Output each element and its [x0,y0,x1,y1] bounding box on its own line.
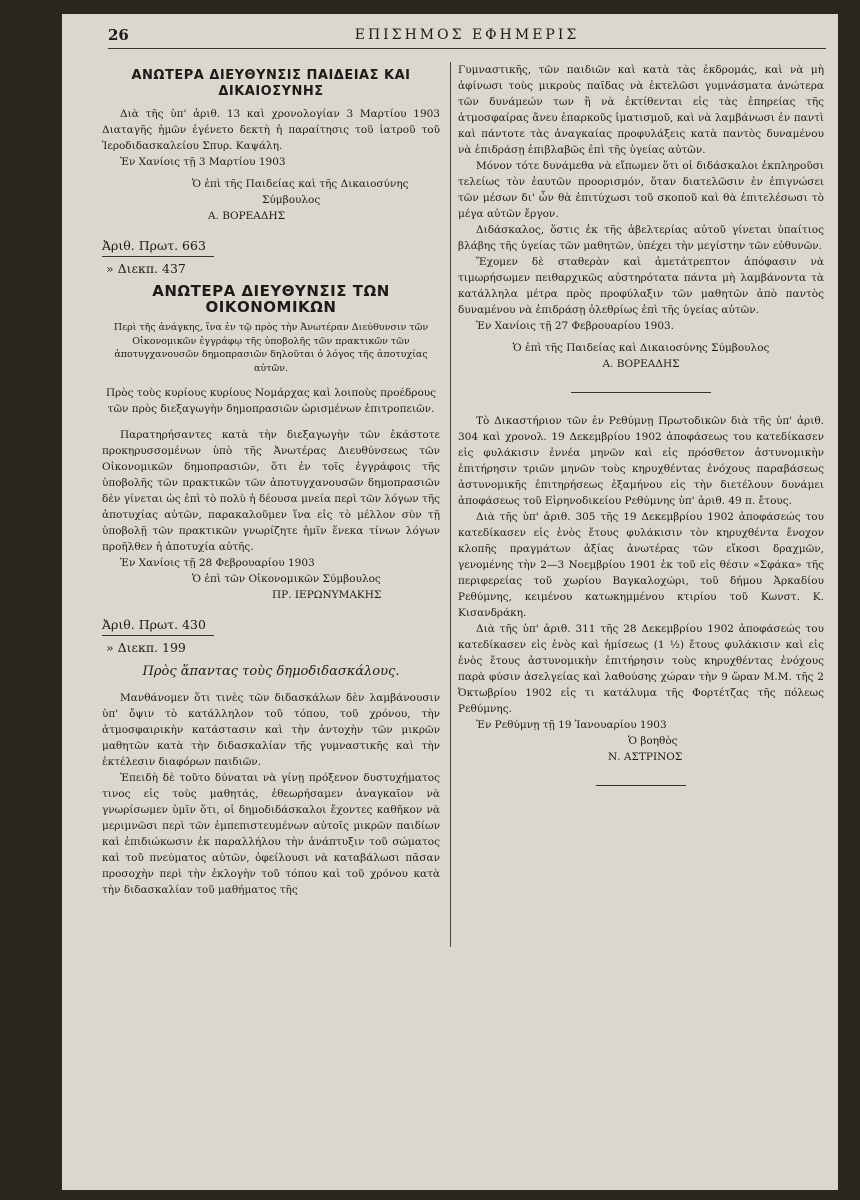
section-divider [571,392,711,393]
right-column [458,62,824,806]
teachers-paragraph-5: Διδάσκαλος, ὅστις ἐκ τῆς ἀβελτερίας αὐτοῦ γίνεται ὑπαίτιος βλάβης τῆς ὑγείας τῶν μαθητῶν, ὑπέχει τὴν μεγίστην τῶν εὐθυνῶν. [458,224,824,252]
signatory-office: Ὁ ἐπὶ τῆς Παιδείας καὶ τῆς Δικαιοσύνης [192,178,409,190]
signatory-name: Α. ΒΟΡΕΑΔΗΣ [208,210,286,222]
court-decision-305: Διὰ τῆς ὑπ' ἀριθ. 305 τῆς 19 Δεκεμβρίου 1902 ἀποφάσεώς του κατεδίκασεν εἰς ἑνὸς ἔτους φυλάκισιν τὸν κηρυχθέντα ἔνοχον κλοπῆς πραγμάτων ἀξίας ἀνωτέρας τῶν εἴκοσι δραχμῶν, γενομένης τὴν 2—3 Νοεμβρίου 1901 ἐκ τοῦ εἰς θέσιν «Σφάκα» τῆς περιφερείας τοῦ χωρίου Βαγκαλοχώρι, τοῦ δήμου Ἀρκαδίου Ρεθύμνης, κειμένου κατωκημμένου κτιρίου τοῦ Κωνστ. Κ. Κισανδράκη. [458,511,824,619]
teachers-paragraph-3: Γυμναστικῆς, τῶν παιδιῶν καὶ κατὰ τὰς ἐκδρομάς, καὶ νὰ μὴ ἀφίνωσι τοὺς μικροὺς παῖδας νὰ ἐκτελῶσι γυμνάσματα ἀνώτερα τῶν δυνάμεών των ἢ νὰ ἐκτίθενται εἰς τὰς ἐπηρείας τῆς ἀτμοσφαίρας ἄνευ ἐπαρκοῦς ἱματισμοῦ, καὶ νὰ λαμβάνωσι ἐν παντὶ καὶ πάντοτε τὰς ἀναγκαίας προφυλάξεις κατὰ παντὸς δυναμένου νὰ ἐπιδράσῃ ἐπιβλαβῶς ἐπὶ τῆς ὑγείας αὐτῶν. [458,64,824,156]
reference-protocol: Ἀριθ. Πρωτ. 663 [102,238,206,253]
page-number: 26 [108,26,129,44]
teachers-paragraph-4: Μόνον τότε δυνάμεθα νὰ εἴπωμεν ὅτι οἱ διδάσκαλοι ἐκπληροῦσι τελείως τὸν ἑαυτῶν προορισμόν, ὅταν διατελῶσιν ἐν ἐπιγνώσει τῶν μέσων δι' ὧν θὰ ἐπιτύχωσι τοῦ σκοποῦ καὶ θὰ ἐπιτελέσωσι τὸ μέγα αὐτῶν ἔργον. [458,160,824,220]
gazette-page [62,14,838,1190]
reference-dispatch-2: » Διεκπ. 199 [106,640,186,655]
gazette-title: ΕΠΙΣΗΜΟΣ ΕΦΗΜΕΡΙΣ [354,27,580,43]
teachers-circular-date: Ἐν Χανίοις τῇ 27 Φεβρουαρίου 1903. [476,320,675,332]
circular-body: Παρατηρήσαντες κατὰ τὴν διεξαγωγὴν τῶν ἑκάστοτε προκηρυσσομένων ὑπὸ τῆς Ἀνωτέρας Διευθύνσεως τῶν Οἰκονομικῶν δημοπρασιῶν, ὅτι ἐν τοῖς ἐγγράφοις τῆς ὑποβολῆς τῶν πρακτικῶν τῶν ἀποτυγχανουσῶν δημοπρασιῶν δὲν γίνεται ὡς ἐπὶ τὸ πολὺ ἡ δέουσα μνεία περὶ τῶν λόγων τῆς ἀποτυχίας αὐτῶν, παρακαλοῦμεν ἵνα εἰς τὸ μέλλον σὺν τῇ ὑποβολῇ τῶν πρακτικῶν γνωρίζητε ἡμῖν ἕνεκα τίνων λόγων προῆλθεν ἡ ἀποτυχία αὐτῆς. [102,429,440,553]
court-date: Ἐν Ρεθύμνῃ τῇ 19 Ἰανουαρίου 1903 [476,719,667,731]
reference-dispatch: » Διεκπ. 437 [106,261,186,276]
court-decision-304: Τὸ Δικαστήριον τῶν ἐν Ρεθύμνῃ Πρωτοδικῶν διὰ τῆς ὑπ' ἀριθ. 304 καὶ χρονολ. 19 Δεκεμβρίου 1902 ἀποφάσεως του κατεδίκασεν εἰς φυλάκισιν ἐννέα μηνῶν καὶ εἰς πρόσθετον ἀστυνομικὴν ἐπιτήρησιν τριῶν μηνῶν τοὺς κηρυχθέντας ἐνόχους παραβάσεως ἀστυνομικῆς ἐπιτηρήσεως ἐξαμήνου εἰς τὴν διετέλουν δυνάμει ἀποφάσεως τοῦ Εἰρηνοδικείου Ρεθύμνης ὑπ' ἀριθ. 49 π. ἔτους. [458,415,824,507]
circular-address: Πρὸς τοὺς κυρίους κυρίους Νομάρχας καὶ λοιποὺς προέδρους τῶν πρὸς διεξαγωγὴν δημοπρασιῶν ὡρισμένων ἐπιτροπειῶν. [105,387,437,415]
court-decision-311: Διὰ τῆς ὑπ' ἀριθ. 311 τῆς 28 Δεκεμβρίου 1902 ἀποφάσεώς του κατεδίκασεν εἰς ἑνὸς καὶ ἡμίσεως (1 ½) ἔτους φυλάκισιν καὶ εἰς ἑνὸς ἔτους ἀστυνομικὴν ἐπιτήρησιν τοὺς κηρυχθέντας ἐνόχους παρὰ φύσιν ἀσελγείας καὶ λαθούσης χώραν τὴν 9 ὥραν Μ.Μ. τῆς 2 Ὀκτωβρίου 1902 εἰς τι κατάλυμα τῆς Φορτέτζας τῆς πόλεως Ρεθύμνης. [458,623,824,715]
signatory-role: Σύμβουλος [262,194,321,206]
teachers-paragraph-2: Ἐπειδὴ δὲ τοῦτο δύναται νὰ γίνῃ πρόξενον δυστυχήματος τινος εἰς τοὺς μαθητάς, ἐθεωρήσαμεν ἀναγκαῖον νὰ γνωρίσωμεν ὑμῖν ὅτι, οἱ δημοδιδάσκαλοι ἔχοντες καθῆκον νὰ μεριμνῶσι περὶ τῶν ἐμπεπιστευμένων αὐτοῖς μικρῶν παιδίων καὶ ἐπιδιώκωσιν ἐκ παραλλήλου τὴν ἀνάπτυξιν τοῦ σώματος καὶ τοῦ πνεύματος αὐτῶν, ὀφείλουσι νὰ καταβάλωσι πᾶσαν προσοχὴν περὶ τὴν ἐκλογὴν τοῦ τόπου καὶ τοῦ χρόνου κατὰ τὴν διδασκαλίαν τοῦ μαθήματος τῆς [102,772,440,896]
end-divider [596,785,686,786]
circular-date: Ἐν Χανίοις τῇ 28 Φεβρουαρίου 1903 [120,557,315,569]
finance-signatory-name: ΠΡ. ΙΕΡΩΝΥΜΑΚΗΣ [272,589,382,601]
page-header [108,26,826,49]
left-column [102,62,440,898]
court-signatory-name: Ν. ΑΣΤΡΙΝΟΣ [608,751,683,763]
notice-date: Ἐν Χανίοις τῇ 3 Μαρτίου 1903 [120,156,286,168]
reference-protocol-2: Ἀριθ. Πρωτ. 430 [102,617,206,632]
section-heading-education: ΑΝΩΤΕΡΑ ΔΙΕΥΘΥΝΣΙΣ ΠΑΙΔΕΙΑΣ ΚΑΙ ΔΙΚΑΙΟΣΥΝΗΣ [131,68,411,99]
resignation-notice: Διὰ τῆς ὑπ' ἀριθ. 13 καὶ χρονολογίαν 3 Μαρτίου 1903 Διαταγῆς ἡμῶν ἐγένετο δεκτὴ ἡ παραίτησις τοῦ ἰατροῦ τοῦ Ἱεροδιδασκαλείου Σπυρ. Καψάλη. [102,108,440,152]
finance-signatory-office: Ὁ ἐπὶ τῶν Οἰκονομικῶν Σύμβουλος [192,573,381,585]
teachers-signatory-office: Ὁ ἐπὶ τῆς Παιδείας καὶ Δικαιοσύνης Σύμβουλος [512,342,770,354]
court-signatory-role: Ὁ βοηθὸς [628,735,678,747]
teachers-paragraph-1: Μανθάνομεν ὅτι τινὲς τῶν διδασκάλων δὲν λαμβάνουσιν ὑπ' ὄψιν τὸ κατάλληλον τοῦ τόπου, τοῦ χρόνου, τὴν ἀτμοσφαιρικὴν κατάστασιν καὶ τὴν ἀντοχὴν τῶν μικρῶν μαθητῶν κατὰ τὴν διδασκαλίαν τῆς γυμναστικῆς καὶ τὴν ἐκτέλεσιν διαφόρων παιδιῶν. [102,692,440,768]
circular-subject: Περὶ τῆς ἀνάγκης, ἵνα ἐν τῷ πρὸς τὴν Ἀνωτέραν Διεύθυνσιν τῶν Οἰκονομικῶν ἐγγράφῳ τῆς ὑποβολῆς τῶν πρακτικῶν τῶν ἀποτυγχανουσῶν δημοπρασιῶν δηλοῦται ὁ λόγος τῆς ἀποτυχίας αὐτῶν. [113,322,429,374]
teachers-address: Πρὸς ἅπαντας τοὺς δημοδιδασκάλους. [142,664,400,679]
section-heading-finance: ΑΝΩΤΕΡΑ ΔΙΕΥΘΥΝΣΙΣ ΤΩΝ ΟΙΚΟΝΟΜΙΚΩΝ [152,282,390,316]
column-divider [450,62,451,947]
teachers-paragraph-6: Ἔχομεν δὲ σταθερὰν καὶ ἀμετάτρεπτον ἀπόφασιν νὰ τιμωρήσωμεν πειθαρχικῶς αὐστηρότατα πάντα μὴ λαμβάνοντα τὰ κατάλληλα μέτρα πρὸς προφύλαξιν τῶν μαθητῶν ἀπὸ παντὸς δυναμένου νὰ ἐπιδράσῃ ὀλεθρίως ἐπὶ τῆς ὑγείας αὐτῶν. [458,256,824,316]
teachers-signatory-name: Α. ΒΟΡΕΑΔΗΣ [602,358,680,370]
